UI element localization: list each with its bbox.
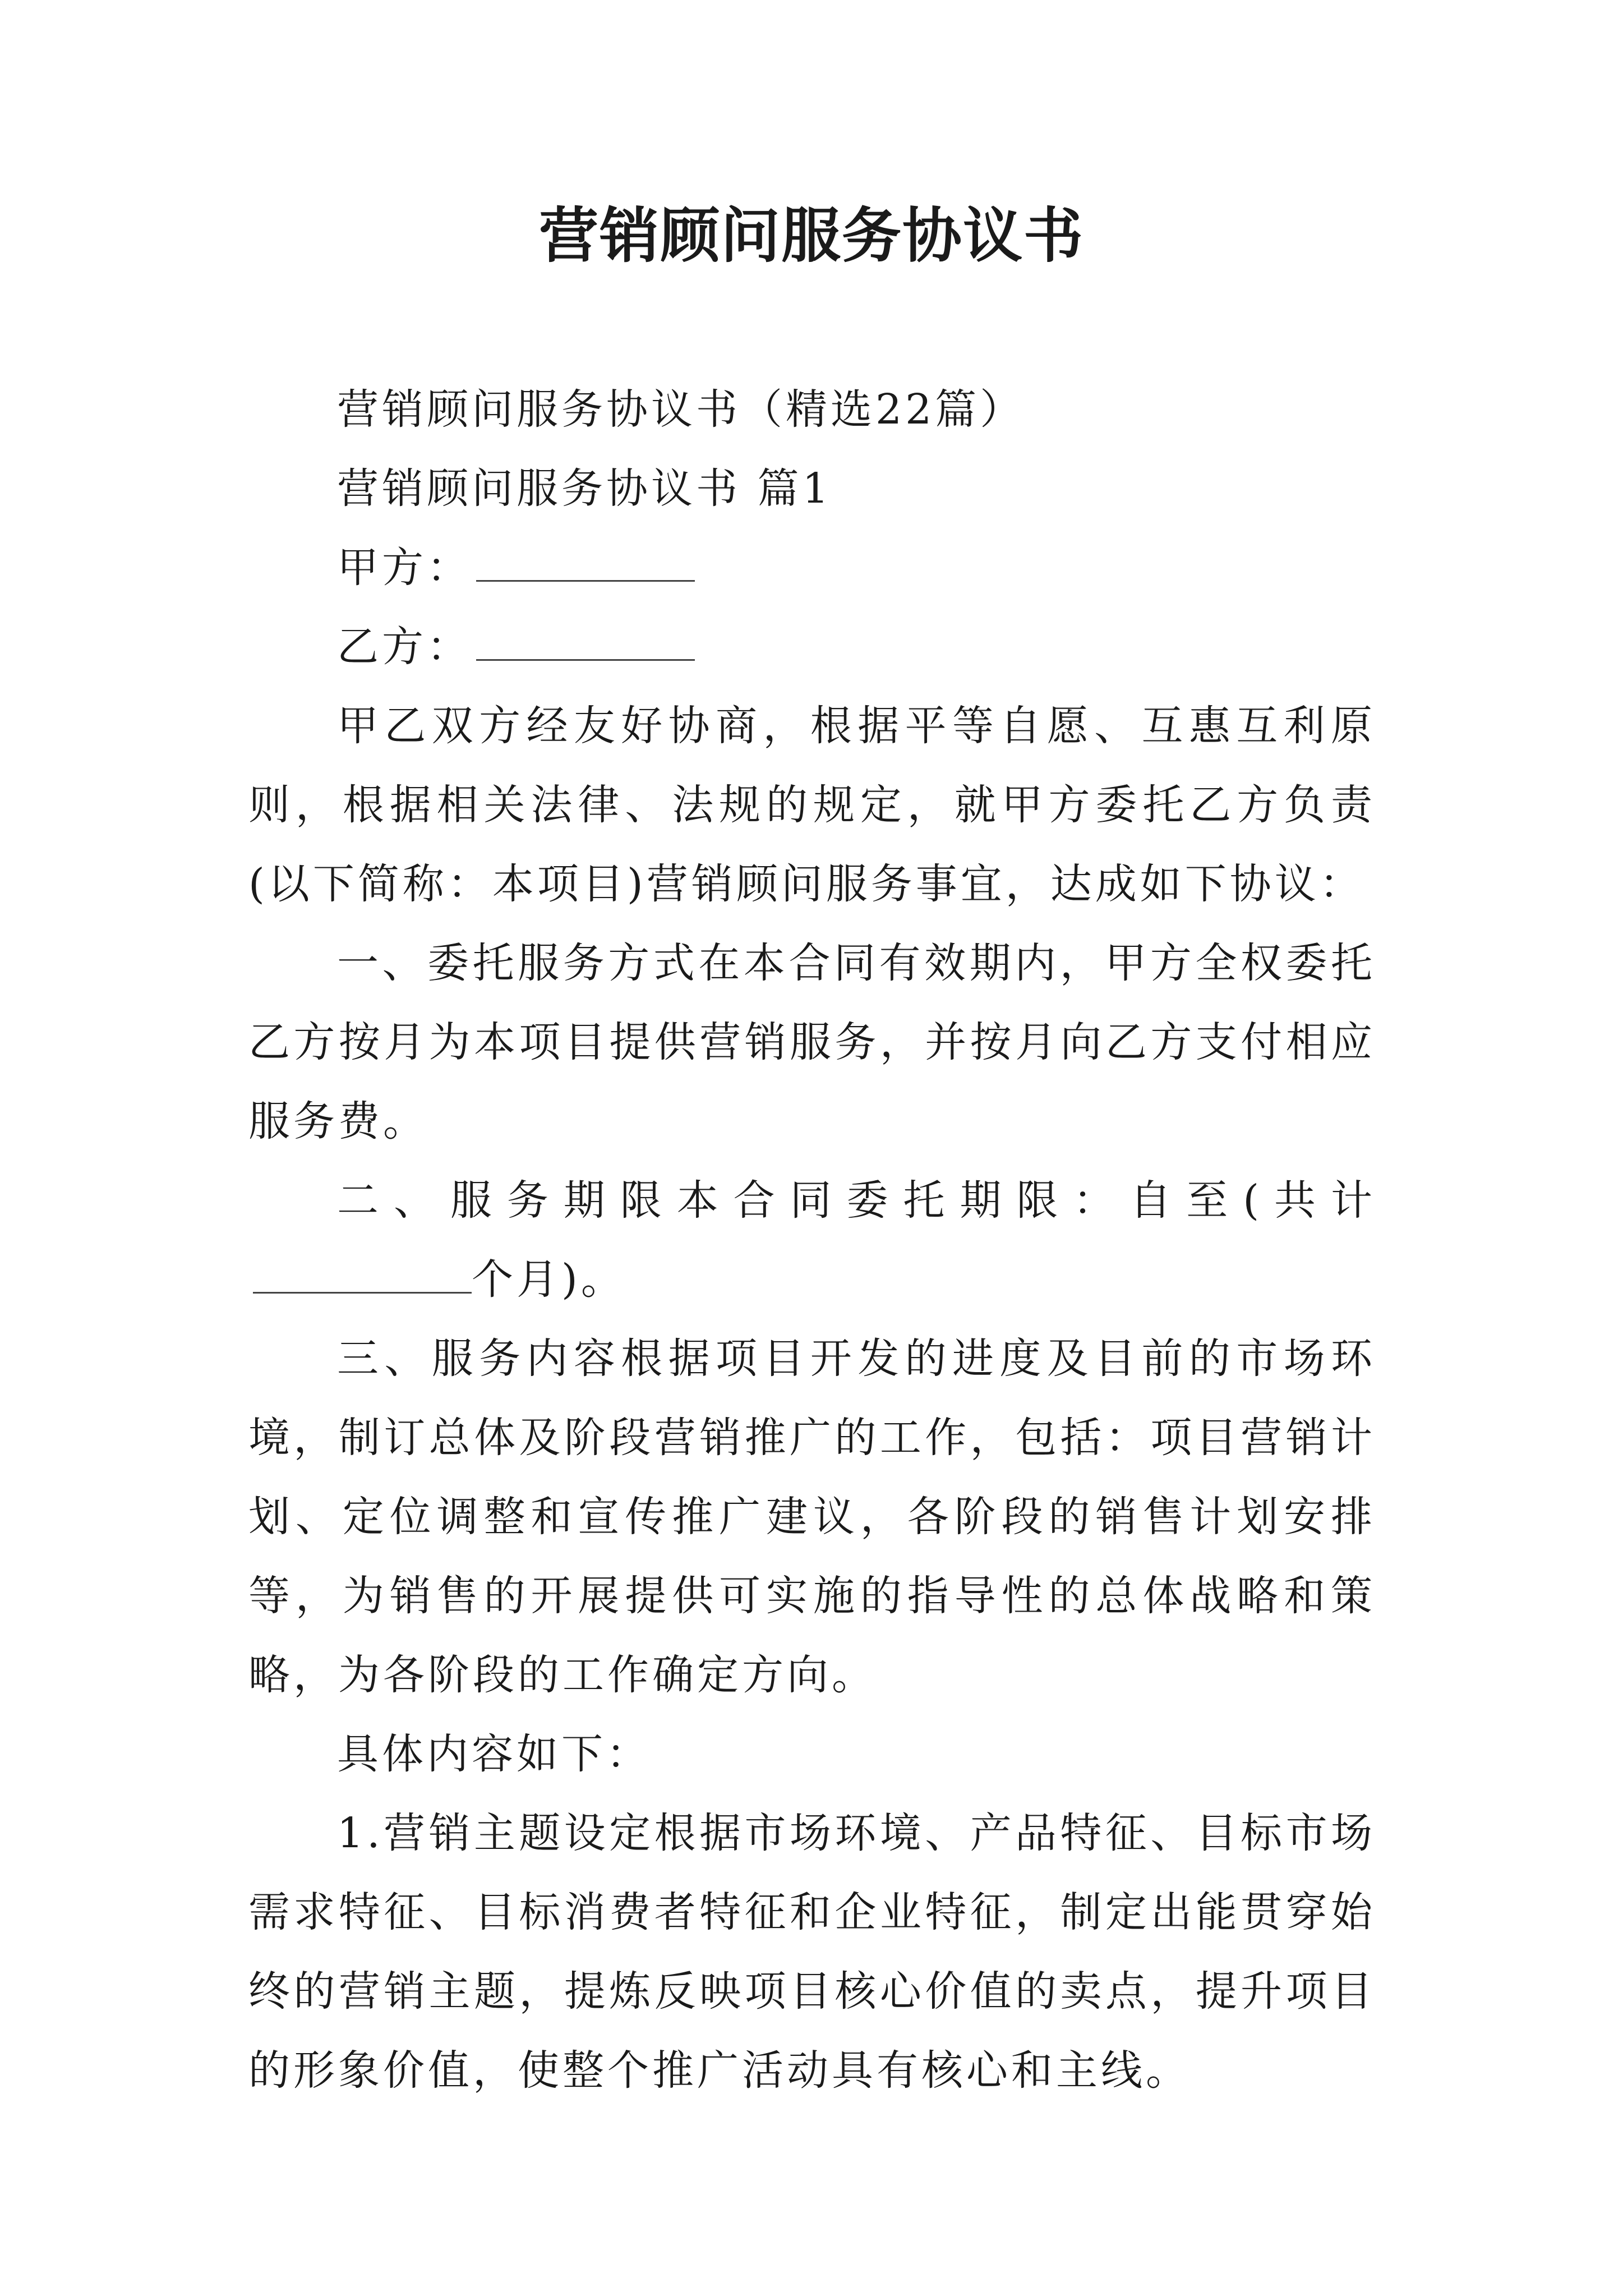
clause-3-paragraph: 三、服务内容根据项目开发的进度及目前的市场环境，制订总体及阶段营销推广的工作，包括：项目营销计划、定位调整和宣传推广建议，各阶段的销售计划安排等，为销售的开展提供可实施的指导性的总体战略和策略，为各阶段的工作确定方向。 (248, 1335, 1376, 1699)
clause-2-paragraph (248, 1161, 1376, 1319)
term-months-blank (253, 1257, 472, 1294)
document-title: 营销顾问服务协议书 (539, 200, 1084, 270)
party-a-label: 甲方： (337, 544, 472, 592)
clause-2-text-before: 二、服务期限本合同委托期限：自至(共计 (337, 1176, 1376, 1225)
intro-paragraph: 甲乙双方经友好协商，根据平等自愿、互惠互利原则，根据相关法律、法规的规定，就甲方委托乙方负责(以下简称：本项目)营销顾问服务事宜，达成如下协议： (248, 702, 1376, 908)
chapter-line: 营销顾问服务协议书 篇1 (337, 464, 832, 513)
details-heading: 具体内容如下： (337, 1730, 651, 1778)
item-1-paragraph: 1.营销主题设定根据市场环境、产品特征、目标市场需求特征、目标消费者特征和企业特征，制定出能贯穿始终的营销主题，提炼反映项目核心价值的卖点，提升项目的形象价值，使整个推广活动具有核心和主线。 (248, 1809, 1376, 2095)
clause-2-text-after: 个月)。 (472, 1255, 626, 1304)
party-b-label: 乙方： (337, 623, 472, 671)
party-a-line (248, 528, 1376, 608)
subtitle-line: 营销顾问服务协议书（精选22篇） (337, 385, 1025, 434)
party-b-blank (476, 624, 695, 661)
clause-1-paragraph: 一、委托服务方式在本合同有效期内，甲方全权委托乙方按月为本项目提供营销服务，并按月向乙方支付相应服务费。 (248, 939, 1376, 1145)
document-body (248, 370, 1376, 2110)
party-b-line (248, 608, 1376, 687)
party-a-blank (476, 545, 695, 582)
